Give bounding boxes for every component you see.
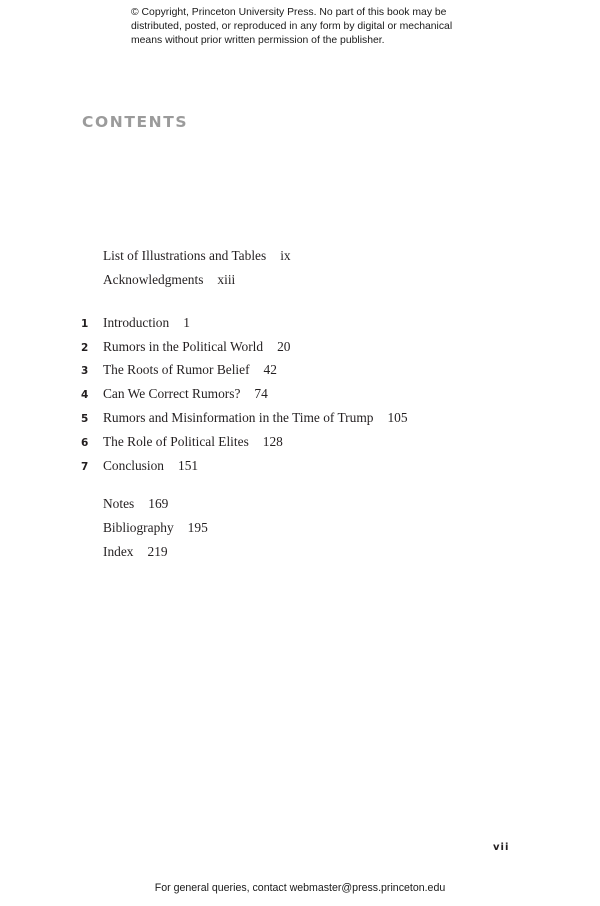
copyright-notice bbox=[131, 6, 491, 48]
toc-entry-chapter-5[interactable] bbox=[103, 410, 408, 426]
toc-entry-title: Bibliography bbox=[103, 520, 174, 535]
toc-entry-page: 105 bbox=[387, 410, 408, 425]
toc-entry-chapter-4[interactable] bbox=[103, 386, 268, 402]
toc-entry-acknowledgments[interactable] bbox=[103, 272, 235, 288]
chapter-number: 5 bbox=[81, 413, 89, 425]
toc-entry-page: 128 bbox=[262, 434, 283, 449]
toc-entry-chapter-6[interactable] bbox=[103, 434, 283, 450]
toc-entry-page: 74 bbox=[254, 386, 268, 401]
copyright-line: © Copyright, Princeton University Press. No part of this book may be bbox=[131, 7, 447, 18]
toc-entry-page: 20 bbox=[277, 339, 291, 354]
chapter-number: 6 bbox=[81, 437, 89, 449]
toc-entry-title: Introduction bbox=[103, 315, 170, 330]
toc-entry-page: ix bbox=[280, 248, 291, 263]
chapter-number: 4 bbox=[81, 389, 89, 401]
toc-entry-page: 219 bbox=[147, 544, 168, 559]
toc-entry-title: Rumors and Misinformation in the Time of Trump bbox=[103, 410, 374, 425]
toc-entry-page: 42 bbox=[263, 362, 277, 377]
toc-entry-illustrations[interactable] bbox=[103, 248, 291, 264]
toc-entry-title: Can We Correct Rumors? bbox=[103, 386, 241, 401]
toc-entry-page: 169 bbox=[148, 496, 169, 511]
toc-entry-title: The Roots of Rumor Belief bbox=[103, 362, 250, 377]
copyright-line: distributed, posted, or reproduced in any form by digital or mechanical bbox=[131, 21, 453, 32]
toc-entry-chapter-1[interactable] bbox=[103, 315, 190, 331]
toc-entry-title: List of Illustrations and Tables bbox=[103, 248, 267, 263]
copyright-line: means without prior written permission of the publisher. bbox=[131, 35, 385, 46]
toc-entry-page: 195 bbox=[187, 520, 208, 535]
chapter-number: 2 bbox=[81, 342, 89, 354]
toc-entry-title: Index bbox=[103, 544, 134, 559]
toc-entry-title: The Role of Political Elites bbox=[103, 434, 249, 449]
toc-entry-title: Conclusion bbox=[103, 458, 165, 473]
toc-entry-page: 151 bbox=[178, 458, 199, 473]
toc-entry-chapter-2[interactable] bbox=[103, 339, 291, 355]
toc-entry-page: 1 bbox=[183, 315, 190, 330]
toc-entry-chapter-7[interactable] bbox=[103, 458, 198, 474]
toc-entry-bibliography[interactable] bbox=[103, 520, 208, 536]
chapter-number: 3 bbox=[81, 365, 89, 377]
footer-contact: For general queries, contact webmaster@press.princeton.edu bbox=[154, 882, 446, 894]
toc-entry-title: Notes bbox=[103, 496, 135, 511]
contents-heading: CONTENTS bbox=[82, 113, 189, 131]
toc-entry-notes[interactable] bbox=[103, 496, 168, 512]
toc-entry-title: Acknowledgments bbox=[103, 272, 204, 287]
toc-entry-page: xiii bbox=[217, 272, 236, 287]
toc-entry-chapter-3[interactable] bbox=[103, 362, 277, 378]
chapter-number: 7 bbox=[81, 461, 89, 473]
toc-entry-index[interactable] bbox=[103, 544, 168, 560]
toc-entry-title: Rumors in the Political World bbox=[103, 339, 264, 354]
page-number: vii bbox=[493, 842, 510, 853]
chapter-number: 1 bbox=[81, 318, 89, 330]
